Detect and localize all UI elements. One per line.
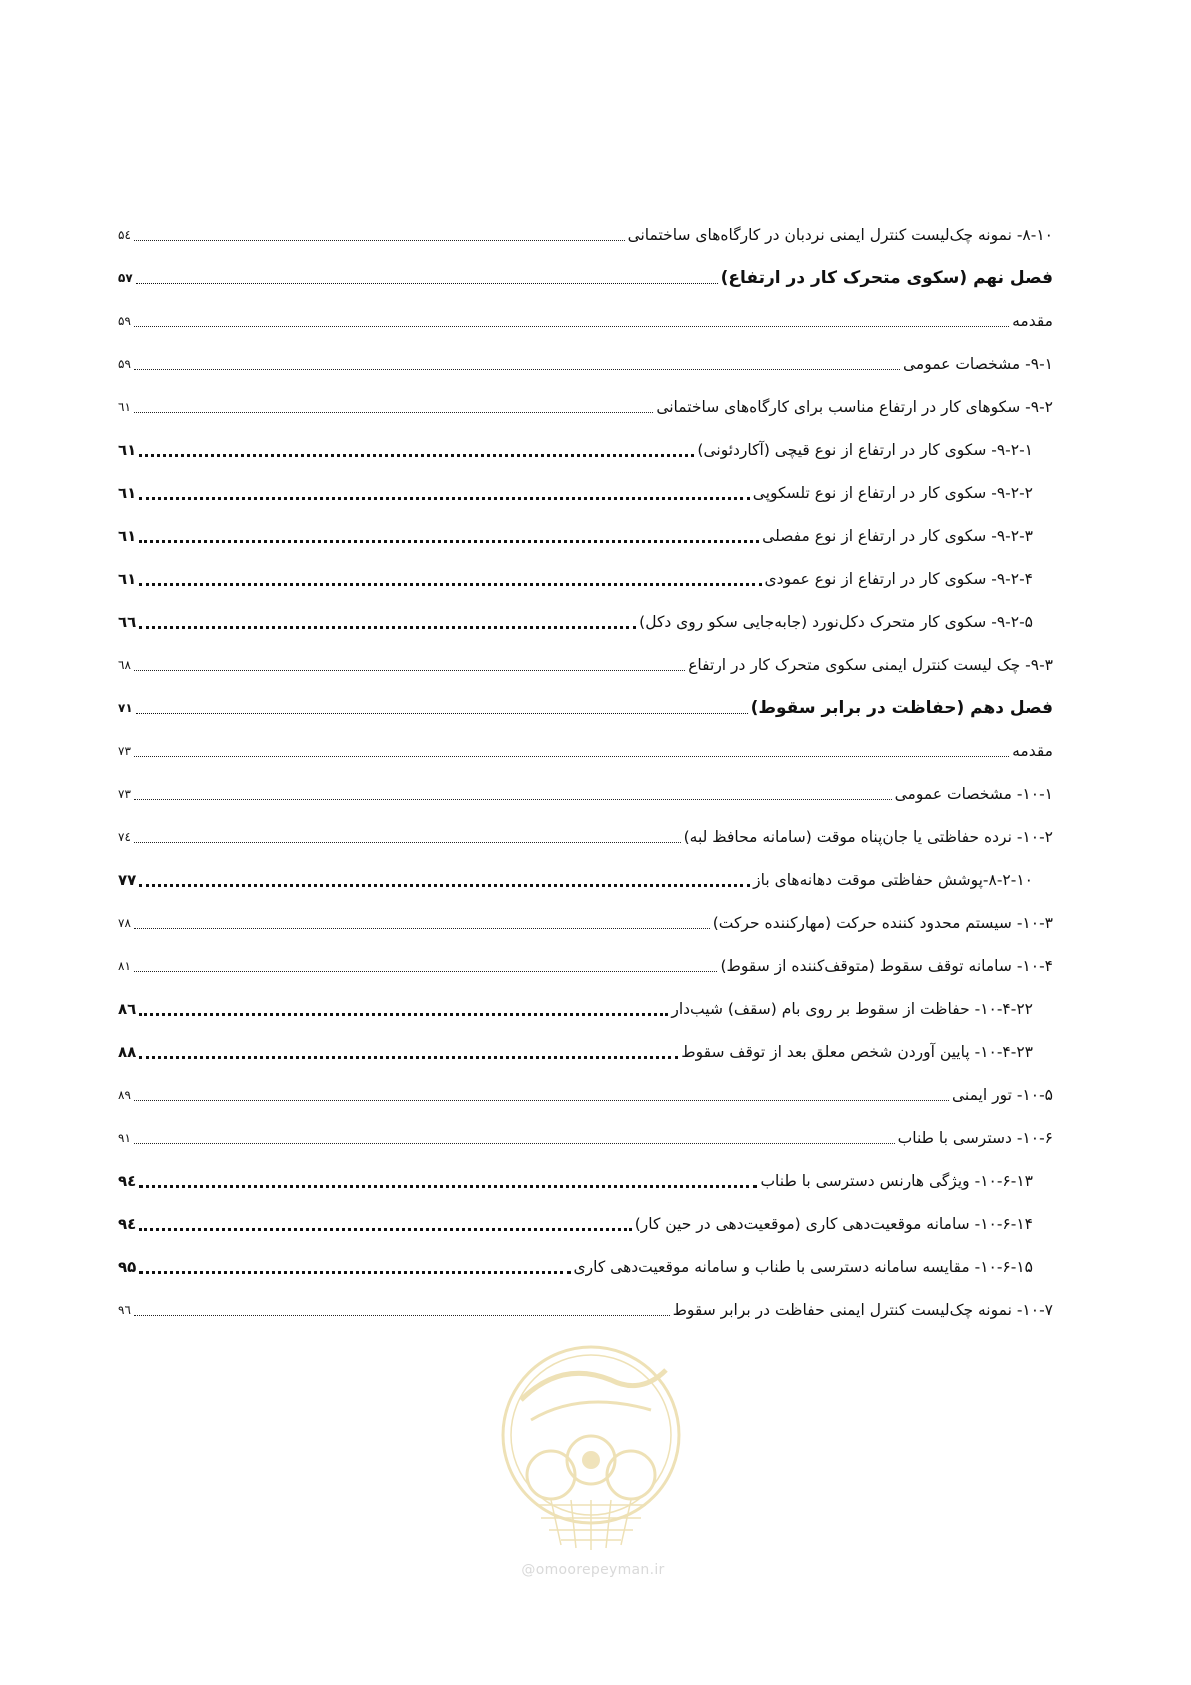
toc-entry-title: ۱۰-۴-۲۳- پایین آوردن شخص معلق بعد از توقف سقوط <box>681 1043 1033 1061</box>
toc-entry-title: ۹-۲-۴- سکوی کار در ارتفاع از نوع عمودی <box>764 570 1033 588</box>
toc-entry-title: فصل نهم (سکوی متحرک کار در ارتفاع) <box>720 268 1053 288</box>
toc-dot-leader <box>134 842 681 843</box>
toc-entry-title: ۱۰-۶-۱۳- ویژگی هارنس دسترسی با طناب <box>760 1172 1033 1190</box>
toc-entry-title: ۱۰-۶- دسترسی با طناب <box>897 1129 1053 1147</box>
toc-page-number: ۹٤ <box>118 1172 137 1190</box>
toc-subsection-entry[interactable] <box>118 857 1053 900</box>
toc-subsection-entry[interactable] <box>118 986 1053 1029</box>
toc-page-number: ۸۸ <box>118 1043 137 1061</box>
toc-entry-title: ۱۰-۴- سامانه توقف سقوط (متوقف‌کننده از سقوط) <box>720 957 1053 975</box>
toc-page-number: ٦۱ <box>118 527 137 545</box>
toc-page-number: ۷۳ <box>118 744 131 758</box>
toc-entry[interactable] <box>118 384 1053 427</box>
toc-entry[interactable] <box>118 1072 1053 1115</box>
toc-entry[interactable] <box>118 642 1053 685</box>
toc-entry-title: ۹-۲- سکوهای کار در ارتفاع مناسب برای کارگاه‌های ساختمانی <box>656 398 1053 416</box>
toc-dot-leader <box>134 369 900 370</box>
toc-subsection-entry[interactable] <box>118 1029 1053 1072</box>
toc-entry-title: ۱۰-۶-۱۴- سامانه موقعیت‌دهی کاری (موقعیت‌دهی در حین کار) <box>634 1215 1033 1233</box>
toc-dot-leader <box>139 1228 631 1231</box>
toc-entry[interactable] <box>118 341 1053 384</box>
toc-page-number: ۹۵ <box>118 1258 137 1276</box>
toc-dot-leader <box>134 1143 895 1144</box>
toc-dot-leader <box>134 670 685 671</box>
toc-page-number: ۹۱ <box>118 1131 131 1145</box>
toc-entry[interactable] <box>118 1115 1053 1158</box>
toc-page-number: ۵۷ <box>118 271 133 285</box>
toc-entry[interactable] <box>118 771 1053 814</box>
toc-subsection-entry[interactable] <box>118 556 1053 599</box>
toc-chapter-entry[interactable] <box>118 255 1053 298</box>
toc-subsection-entry[interactable] <box>118 427 1053 470</box>
toc-subsection-entry[interactable] <box>118 513 1053 556</box>
toc-page-number: ۷٤ <box>118 830 131 844</box>
toc-entry-title: مقدمه <box>1012 742 1053 760</box>
toc-entry-title: مقدمه <box>1012 312 1053 330</box>
toc-entry[interactable] <box>118 900 1053 943</box>
toc-entry-title: ۸-۲-۱۰-پوشش حفاظتی موقت دهانه‌های باز <box>753 871 1033 889</box>
toc-chapter-entry[interactable] <box>118 685 1053 728</box>
toc-entry[interactable] <box>118 1287 1053 1330</box>
toc-page-number: ۷۳ <box>118 787 131 801</box>
toc-page-number: ٦۱ <box>118 484 137 502</box>
toc-dot-leader <box>134 799 892 800</box>
toc-dot-leader <box>136 283 718 284</box>
toc-page-number: ۵۹ <box>118 314 131 328</box>
toc-entry-title: ۱۰-۳- سیستم محدود کننده حرکت (مهارکننده حرکت) <box>712 914 1053 932</box>
toc-entry[interactable] <box>118 814 1053 857</box>
toc-dot-leader <box>134 412 653 413</box>
toc-entry-title: ۹-۱- مشخصات عمومی <box>902 355 1053 373</box>
toc-page-number: ۹٦ <box>118 1303 131 1317</box>
toc-subsection-entry[interactable] <box>118 470 1053 513</box>
toc-dot-leader <box>139 1271 570 1274</box>
toc-dot-leader <box>134 928 710 929</box>
toc-entry-title: ۱۰-۶-۱۵- مقایسه سامانه دسترسی با طناب و سامانه موقعیت‌دهی کاری <box>573 1258 1033 1276</box>
toc-subsection-entry[interactable] <box>118 1158 1053 1201</box>
toc-page-number: ٦۸ <box>118 658 131 672</box>
toc-entry-title: ۱۰-۱- مشخصات عمومی <box>894 785 1053 803</box>
toc-entry-title: ۸-۱۰- نمونه چک‌لیست کنترل ایمنی نردبان در کارگاه‌های ساختمانی <box>627 226 1053 244</box>
toc-dot-leader <box>139 1185 757 1188</box>
toc-dot-leader <box>134 1315 670 1316</box>
toc-dot-leader <box>139 454 694 457</box>
toc-dot-leader <box>134 326 1009 327</box>
toc-page-number: ۷۷ <box>118 871 137 889</box>
toc-dot-leader <box>136 713 748 714</box>
table-of-contents <box>118 212 1053 1330</box>
toc-entry-title: ۹-۲-۱- سکوی کار در ارتفاع از نوع قیچی (آکاردئونی) <box>697 441 1033 459</box>
toc-page-number: ٦۱ <box>118 441 137 459</box>
toc-dot-leader <box>134 756 1009 757</box>
toc-page-number: ۵٤ <box>118 228 131 242</box>
toc-dot-leader <box>134 1100 949 1101</box>
toc-entry[interactable] <box>118 212 1053 255</box>
toc-entry-title: ۹-۲-۵- سکوی کار متحرک دکل‌نورد (جابه‌جایی سکو روی دکل) <box>639 613 1033 631</box>
toc-dot-leader <box>139 1013 668 1016</box>
toc-entry-title: ۹-۲-۲- سکوی کار در ارتفاع از نوع تلسکوپی <box>752 484 1033 502</box>
toc-page-number: ۷۸ <box>118 916 131 930</box>
toc-entry-title: ۱۰-۴-۲۲- حفاظت از سقوط بر روی بام (سقف) شیب‌دار <box>671 1000 1033 1018</box>
toc-page-number: ۷۱ <box>118 701 133 715</box>
toc-dot-leader <box>139 540 759 543</box>
watermark-url: @omoorepeyman.ir <box>521 1562 665 1578</box>
toc-subsection-entry[interactable] <box>118 1201 1053 1244</box>
toc-subsection-entry[interactable] <box>118 599 1053 642</box>
toc-page-number: ۸۹ <box>118 1088 131 1102</box>
toc-dot-leader <box>139 626 636 629</box>
toc-dot-leader <box>139 497 749 500</box>
toc-dot-leader <box>139 884 750 887</box>
toc-page-number: ۹٤ <box>118 1215 137 1233</box>
toc-page-number: ۵۹ <box>118 357 131 371</box>
toc-entry-title: ۱۰-۲- نرده حفاظتی یا جان‌پناه موقت (سامانه محافظ لبه) <box>683 828 1053 846</box>
toc-dot-leader <box>134 971 718 972</box>
watermark-logo <box>491 1340 691 1575</box>
toc-entry-title: ۹-۳- چک لیست کنترل ایمنی سکوی متحرک کار در ارتفاع <box>688 656 1053 674</box>
toc-entry-title: ۱۰-۵- تور ایمنی <box>951 1086 1053 1104</box>
toc-entry[interactable] <box>118 943 1053 986</box>
toc-subsection-entry[interactable] <box>118 1244 1053 1287</box>
toc-page-number: ٦٦ <box>118 613 137 631</box>
toc-entry-title: ۱۰-۷- نمونه چک‌لیست کنترل ایمنی حفاظت در برابر سقوط <box>672 1301 1053 1319</box>
toc-page-number: ۸۱ <box>118 959 131 973</box>
toc-entry[interactable] <box>118 728 1053 771</box>
toc-dot-leader <box>139 583 761 586</box>
toc-dot-leader <box>134 240 625 241</box>
toc-page-number: ٦۱ <box>118 400 131 414</box>
toc-dot-leader <box>139 1056 678 1059</box>
toc-entry-title: فصل دهم (حفاظت در برابر سقوط) <box>750 698 1053 718</box>
toc-entry[interactable] <box>118 298 1053 341</box>
toc-entry-title: ۹-۲-۳- سکوی کار در ارتفاع از نوع مفصلی <box>762 527 1033 545</box>
toc-page-number: ۸٦ <box>118 1000 137 1018</box>
toc-page-number: ٦۱ <box>118 570 137 588</box>
